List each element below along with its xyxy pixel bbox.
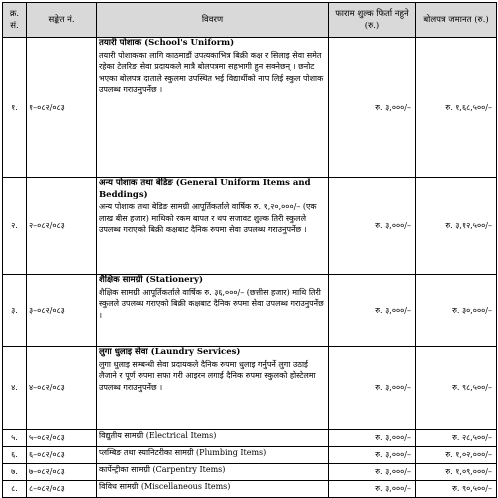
row-bid: रु. ३,१२,५००/– (416, 178, 497, 275)
row-fee: रु. ३,०००/– (329, 430, 416, 447)
row-fee: रु. ३,०००/– (329, 447, 416, 464)
header-bid-security: बोलपत्र जमानत (रु.) (416, 3, 497, 38)
row-desc: शैक्षिक सामग्री आपूर्तिकर्ताले वार्षिक रु. ३६,०००/– (छत्तीस हजार) माथि तिरी स्कुलले उपलब्ध गराएको बिक्री कक्षबाट दैनिक रुपमा सेवा उपलब्ध गराउनुपर्नेछ । (99, 287, 324, 320)
row-ref: २–०८२/०८३ (27, 178, 97, 275)
row-description: प्लम्बिङ तथा स्यानिटरीका सामग्री (Plumbing Items) (97, 447, 329, 464)
row-sn: ४. (3, 347, 27, 430)
row-sn: १. (3, 38, 27, 178)
table-row (3, 38, 497, 178)
header-form-fee: फाराम शुल्क फिर्ता नहुने (रु.) (329, 3, 416, 38)
tender-table (2, 2, 497, 498)
header-sn: क्र. सं. (3, 3, 27, 38)
row-fee: रु. ३,०००/– (329, 178, 416, 275)
row-sn: २. (3, 178, 27, 275)
row-sn: ५. (3, 430, 27, 447)
row-fee: रु. ३,०००/– (329, 481, 416, 498)
table-row (3, 481, 497, 498)
table-row (3, 447, 497, 464)
row-ref: ७–०८२/०८३ (27, 464, 97, 481)
row-sn: ७. (3, 464, 27, 481)
header-ref: सङ्केत नं. (27, 3, 97, 38)
row-title: लुगा धुलाइ सेवा (Laundry Services) (99, 347, 241, 357)
row-ref: ४–०८२/०८३ (27, 347, 97, 430)
row-sn: ८. (3, 481, 27, 498)
header-row (3, 3, 497, 38)
table-row (3, 178, 497, 275)
row-bid: रु. ९०,५००/– (416, 481, 497, 498)
row-description (97, 178, 329, 275)
row-ref: १–०८२/०८३ (27, 38, 97, 178)
table-row (3, 464, 497, 481)
table-row (3, 275, 497, 347)
row-desc: अन्य पोशाक तथा बेडिङ सामग्री आपूर्तिकर्ताले वार्षिक रु. १,२०,०००/– (एक लाख बीस हजार) माथिको रकम बापत र थप सजावट शुल्क तिरी स्कुलले उपलब्ध गराएको बिक्री कक्षबाट दैनिक रुपमा सेवा उपलब्ध गराउनुपर्नेछ । (99, 202, 317, 235)
row-bid: रु. १,०९,०००/– (416, 464, 497, 481)
row-ref: ६–०८२/०८३ (27, 447, 97, 464)
row-description: विद्युतीय सामग्री (Electrical Items) (97, 430, 329, 447)
row-bid: रु. २८,५००/– (416, 430, 497, 447)
row-description (97, 275, 329, 347)
header-description: विवरण (97, 3, 329, 38)
row-title: शैक्षिक सामग्री (Stationery) (99, 275, 203, 285)
row-title: अन्य पोशाक तथा बेडिङ (General Uniform Items and Beddings) (99, 178, 311, 200)
row-ref: ५–०८२/०८३ (27, 430, 97, 447)
row-title: तयारी पोशाक (School's Uniform) (99, 38, 235, 48)
row-sn: ३. (3, 275, 27, 347)
row-ref: ८–०८२/०८३ (27, 481, 97, 498)
row-sn: ६. (3, 447, 27, 464)
row-ref: ३–०८२/०८३ (27, 275, 97, 347)
table-row (3, 430, 497, 447)
row-fee: रु. ३,०००/– (329, 275, 416, 347)
row-fee: रु. ३,०००/– (329, 38, 416, 178)
row-description (97, 347, 329, 430)
row-bid: रु. १,०२,०००/– (416, 447, 497, 464)
row-bid: रु. ३०,०००/– (416, 275, 497, 347)
row-description: विविध सामग्री (Miscellaneous Items) (97, 481, 329, 498)
row-description: कार्पेन्ट्रीका सामग्री (Carpentry Items) (97, 464, 329, 481)
table-row (3, 347, 497, 430)
row-bid: रु. ९८,५००/– (416, 347, 497, 430)
row-fee: रु. ३,०००/– (329, 464, 416, 481)
row-fee: रु. ३,०००/– (329, 347, 416, 430)
row-desc: लुगा धुलाइ सम्बन्धी सेवा प्रदायकले दैनिक रुपमा धुलाइ गर्नुपर्ने लुगा उठाई लैजाने र पूर्ण रुपमा सफा गरी आइरन लगाई दैनिक रुपमा स्कुलको होस्टेलमा उपलब्ध गराउनुपर्नेछ । (99, 359, 316, 392)
row-desc: तयारी पोशाकका लागि काठमाडौं उपत्यकाभित्र बिक्री कक्ष र सिलाइ सेवा समेत रहेका टेलरिङ सेवा प्रदायकले मात्रै बोलपत्रमा सहभागी हुन सक्नेछन् । छनोट भएका बोलपत्र दाताले स्कुलमा उपस्थित भई विद्यार्थीको नाप लिई स्कुल पोशाक उपलब्ध गराउनुपर्नेछ । (99, 50, 324, 95)
row-description (97, 38, 329, 178)
row-bid: रु. १,६८,५००/– (416, 38, 497, 178)
